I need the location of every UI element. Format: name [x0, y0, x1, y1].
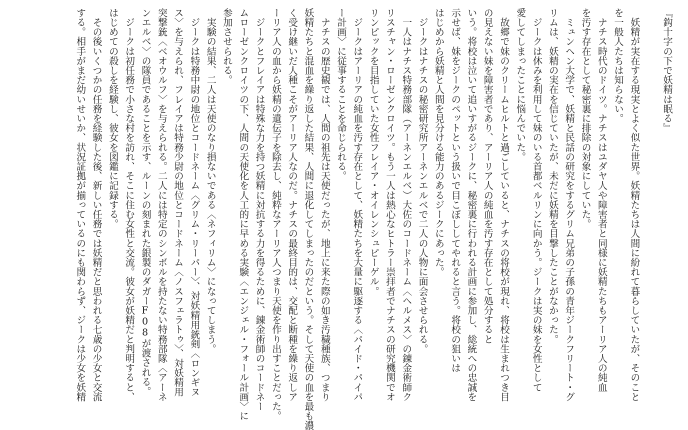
text-line: ナチス時代のドイツ。ナチスはユダヤ人や障害者と同様に妖精たちもアーリア人の純血	[595, 8, 607, 392]
vertical-text-block	[71, 8, 674, 430]
text-line: 妖精たちと混血を繰り返した結果、人間に退化してしまったのだという。そして天使の血を最も濃	[302, 8, 314, 430]
text-line: リンピックを目指していた女性フレイア・オイレンシュピーゲル。	[367, 8, 379, 296]
text-line: ス〉を与えられ、フレイアは特務少尉の地位とコードネーム〈ノスフェラトゥ〉、対妖精用	[172, 8, 184, 397]
text-line: く受け継いだ人種こそがアーリア人なのだ。ナチスの最終目的は、交配と断種を繰り返しア	[286, 8, 298, 402]
text-line: ミュンヘン大学で、妖精と民話の研究をするグリム兄弟の子孫の青年ジークフリート・グ	[563, 8, 575, 402]
text-line: ーリア人の血から妖精の遺伝子を除去し、純粋なアーリア人つまり天使を作り出すことだった。	[269, 8, 281, 421]
text-line: 突撃銃〈ベオウルフ〉を与えられる。二人には特定のシンボルを持たない特務部隊〈アーネ	[155, 8, 167, 402]
text-line: ジークはアーリアの純血を汚す存在として、妖精たちを大量に駆逐する〈パイド・パイパ	[351, 8, 363, 402]
text-line: を汚す存在として秘密裏に排除の対象にしていた。	[579, 8, 591, 229]
text-line: 妖精が実在する現実とよく似た世界。妖精たちは人間に紛れて暮らしていたが、そのこと	[628, 8, 640, 402]
text-line: ジークとフレイアは特殊な力を持つ妖精に対抗する力を得るために、錬金術師のコードネー	[253, 8, 265, 412]
text-line: ジークは初任務で小さな村を訪れ、そこに住む女性と交流。彼女が妖精だと判明すると、	[123, 8, 135, 402]
text-line: 参加させられる。	[220, 8, 232, 85]
text-line: ジークはナチスの秘密研究所アーネンエルベで二人の人物に面会させられる。	[416, 8, 428, 354]
blank-line	[641, 8, 657, 416]
text-line: その後いくつかの任務を経験した後、新しい任務では妖精だと思われる七歳の少女と交流	[90, 8, 102, 402]
text-line: ー計画〉に従事することを命じられる。	[335, 8, 347, 181]
text-line: 愛してしまったことに悩んでいた。	[514, 8, 526, 162]
text-line: いう。将校は泣いて追いすがるジークに、秘密裏に行われる計画に参加し、総統への忠誠を	[465, 8, 477, 402]
text-line: する。相手がまだ幼いせいか、状況証拠が揃っているのにも関わらず、ジークは少女を妖精	[74, 8, 86, 402]
text-line: 一人はナチス特務部隊（アーネンエルベ）大佐のコードネーム〈ヘルメス〉の錬金術師ク	[400, 8, 412, 402]
text-line: ジークは休みを利用して妹のいる首都ベルリンに向かう。ジークは実の妹を女性として	[530, 8, 542, 392]
text-line: リムは、妖精の実在を信じていたが、未だに妖精を目撃したことがなかった。	[546, 8, 558, 344]
text-line: ムローゼンクロイツの下、人間の天使化を人工的に早める実験〈エンジェル・フォール計画〉に	[237, 8, 249, 421]
text-line: の見えない妹を障害者であり、アーリア人の純血を汚す存在として処分すると	[481, 8, 493, 344]
text-line: はじめての殺しを経験し、彼女を図鑑に記録する。	[106, 8, 118, 229]
text-line: ナチスの歴史観では、人間の祖先は天使だったが、地上に来た際の如き汚穢種族、つまり	[318, 8, 330, 402]
text-line: 実験の結果、二人は天使のなり損ないである〈ネフィリム〉になってしまう。	[204, 8, 216, 354]
text-line: を一般人たちは知らない。	[612, 8, 624, 124]
text-line: 故郷で妹のクリームヒルトと過ごしていると、ナチスの将校が現れ、将校は生まれつき目	[498, 8, 510, 402]
text-line: 示せば、妹をジークのペットという扱いで目こぼししてやれると言う。将校の狙いは	[449, 8, 461, 373]
text-line: ジークは特務中尉の地位とコードネーム〈グリム・リーパー〉、対妖精用銃剣〈ロンギヌ	[188, 8, 200, 397]
document-title: 『鈎十字の下で妖精は眠る』	[661, 8, 672, 133]
text-line: はじめから妖精と人間を見分ける能力のあるジークにあった。	[432, 8, 444, 277]
text-line: ンエルベ〉の隊員であることを示す、ルーンの刻まれた銀製のダガーF08が渡される。	[139, 8, 151, 397]
text-line: リスチャン・ローゼンクロイツ。もう一人は熱心なヒトラー崇拝者でナチスの研究機関でオ	[383, 8, 395, 402]
